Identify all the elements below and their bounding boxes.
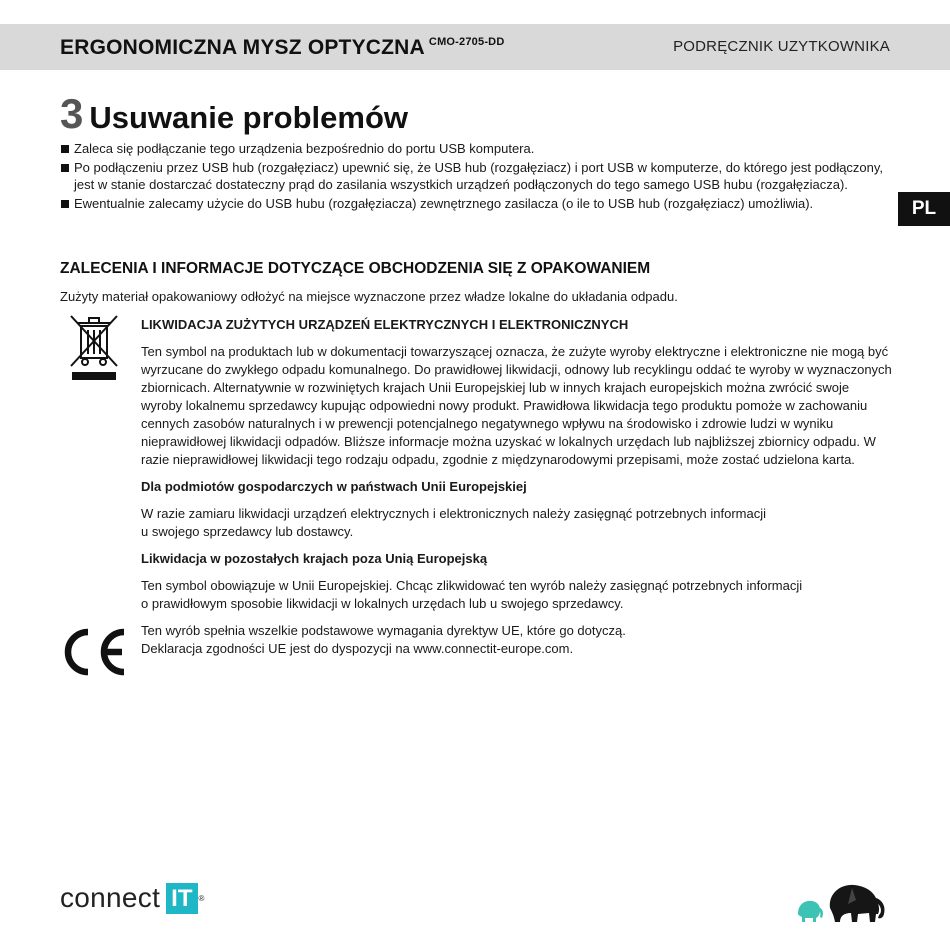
ce-mark-icon [60, 626, 130, 678]
brand-logo [60, 882, 204, 914]
logo-registered-mark: ® [198, 893, 205, 903]
section-heading [60, 90, 408, 138]
ce-line: Deklaracja zgodności UE jest do dyspozycji na www.connectit-europe.com. [141, 641, 574, 656]
logo-badge: IT [166, 883, 197, 914]
section-number: 3 [60, 90, 84, 137]
logo-word: connect [60, 882, 161, 913]
non-eu-body-line: o prawidłowym sposobie likwidacji w lokalnych urzędach lub u swojego sprzedawcy. [141, 596, 624, 611]
manual-label: PODRĘCZNIK UZYTKOWNIKA [673, 38, 890, 55]
list-item: Ewentualnie zalecamy użycie do USB hubu (rozgałęziacza) zewnętrznego zasilacza (o ile to USB hub (rozgałęziacz) umożliwia). [60, 195, 890, 213]
elephants-logo-icon [796, 878, 890, 924]
list-item: Po podłączeniu przez USB hub (rozgałęziacz) upewnić się, że USB hub (rozgałęziacz) i port USB w komputerze, do którego jest podłączony, jest w stanie dostarczać dostateczny prąd do zasilania wszystkich urządzeń podłączonych do tego samego USB hubu (rozgałęziacza). [60, 159, 890, 194]
packaging-text: Zużyty materiał opakowaniowy odłożyć na miejsce wyznaczone przez władze lokalne do układania odpadu. [60, 289, 678, 304]
crossed-bin-icon [66, 312, 122, 382]
eu-heading: Dla podmiotów gospodarczych w państwach Unii Europejskiej [141, 479, 527, 494]
section-title: Usuwanie problemów [89, 100, 409, 135]
non-eu-heading: Likwidacja w pozostałych krajach poza Unią Europejską [141, 551, 488, 566]
language-tab: PL [898, 192, 950, 226]
weee-section [141, 316, 893, 658]
non-eu-body-line: Ten symbol obowiązuje w Unii Europejskiej. Chcąc zlikwidować ten wyrób należy zasięgnąć potrzebnych informacji [141, 578, 803, 593]
weee-body: Ten symbol na produktach lub w dokumentacji towarzyszącej oznacza, że zużyte wyroby elektryczne i elektroniczne nie mogą być wyrzucane do zwykłego odpadu komunalnego. Do prawidłowej likwidacji, odnowy lub recyklingu oddać te wyroby w wyznaczonych zbiornicach. Alternatywnie w rozwiniętych krajach Unii Europejskiej lub w innych krajach europejskich można zwrócić swoje wyroby lokalnemu sprzedawcy kupując odpowiedni nowy produkt. Prawidłowa likwidacja tego produktu pomoże w zachowaniu cennych zasobów naturalnych i w prewencji potencjalnego negatywnego wpływu na środowisko i zdrowie ludzi w wyniku nieprawidłowej likwidacji odpadów. Bliższe informacje można uzyskać w lokalnych urzędach lub najbliższej zbiornicy odpadu. W razie nieprawidłowej likwidacji tego rodzaju odpadu, zgodnie z międzynarodowymi przepisami, może zostać udzielona karta. [141, 344, 892, 467]
product-code: CMO-2705-DD [428, 36, 505, 48]
ce-line: Ten wyrób spełnia wszelkie podstawowe wymagania dyrektyw UE, które go dotyczą. [141, 623, 626, 638]
product-title [60, 36, 504, 60]
eu-body-line: u swojego sprzedawcy lub dostawcy. [141, 524, 354, 539]
weee-heading: LIKWIDACJA ZUŻYTYCH URZĄDZEŃ ELEKTRYCZNYCH I ELEKTRONICZNYCH [141, 317, 629, 332]
eu-body-line: W razie zamiaru likwidacji urządzeń elektrycznych i elektronicznych należy zasięgnąć potrzebnych informacji [141, 506, 766, 521]
packaging-heading: ZALECENIA I INFORMACJE DOTYCZĄCE OBCHODZENIA SIĘ Z OPAKOWANIEM [60, 260, 651, 277]
list-item: Zaleca się podłączanie tego urządzenia bezpośrednio do portu USB komputera. [60, 140, 890, 158]
product-name: ERGONOMICZNA MYSZ OPTYCZNA [60, 36, 425, 59]
troubleshooting-list [60, 140, 890, 213]
